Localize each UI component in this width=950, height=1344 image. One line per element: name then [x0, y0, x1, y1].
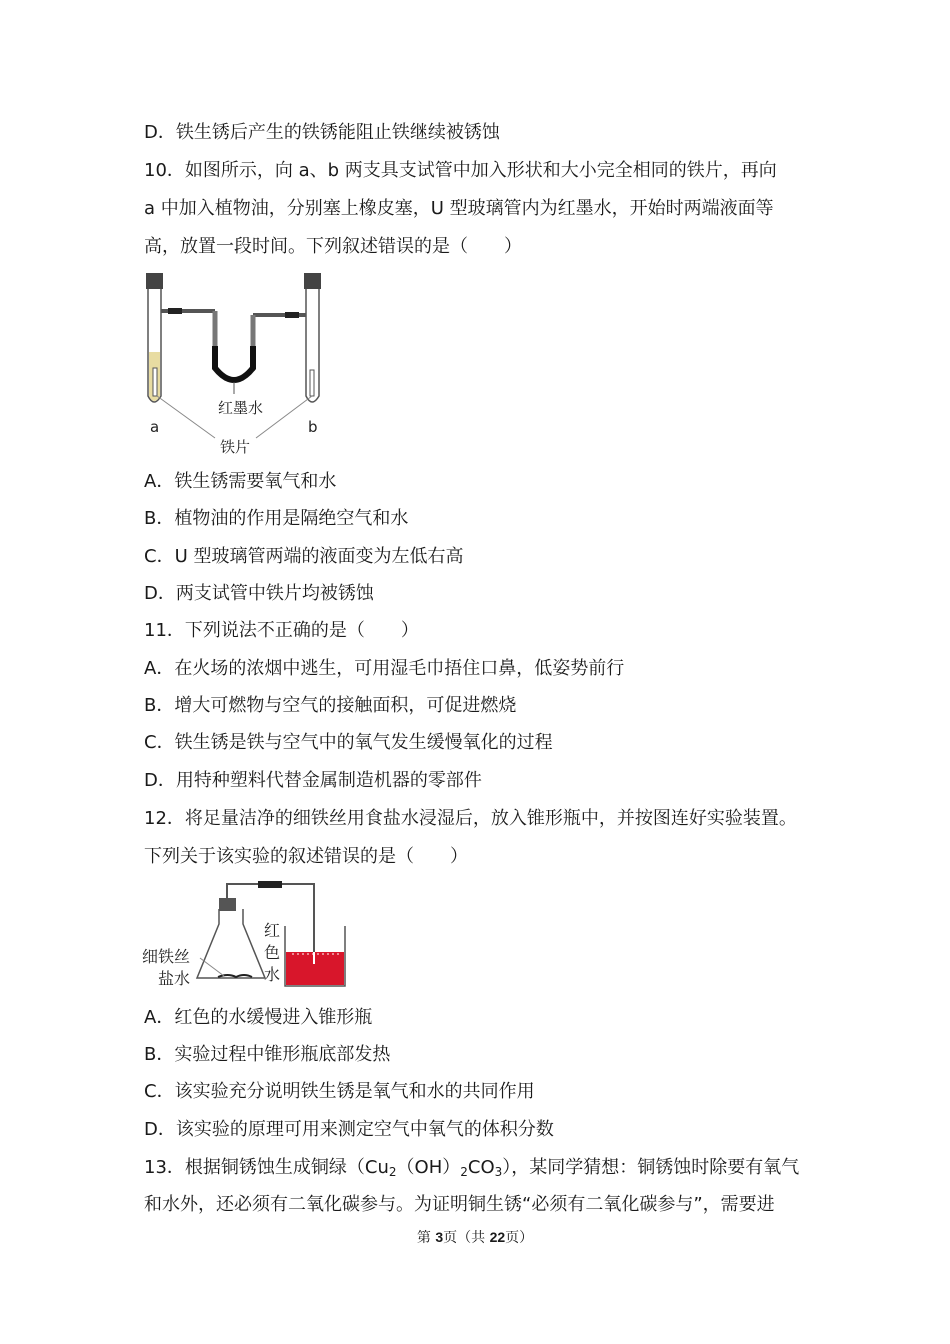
label-salt-water: 盐水 — [158, 969, 191, 988]
flask-stopper — [219, 898, 236, 911]
conical-flask — [197, 909, 265, 978]
q10-option-b: B．植物油的作用是隔绝空气和水 — [144, 508, 409, 529]
q10-option-d: D．两支试管中铁片均被锈蚀 — [144, 583, 374, 604]
label-red-3: 水 — [264, 965, 281, 984]
page-footer: 第 3页（共 22页） — [416, 1229, 534, 1246]
q11-option-a: A．在火场的浓烟中逃生，可用湿毛巾捂住口鼻，低姿势前行 — [144, 658, 625, 679]
stopper-b — [304, 273, 321, 289]
q12-stem-line1: 12．将足量洁净的细铁丝用食盐水浸湿后，放入锥形瓶中，并按图连好实验装置。 — [144, 808, 797, 829]
label-red-1: 红 — [264, 921, 281, 940]
q13-stem-line1: 13．根据铜锈蚀生成铜绿$(Cu_2(OH)_2CO_3)$，某同学猜想：铜锈蚀时除要有氧气 — [144, 1157, 800, 1179]
u-tube — [215, 311, 253, 380]
q12-stem-line2: 下列关于该实验的叙述错误的是（ ） — [144, 846, 468, 867]
q12-option-a: A．红色的水缓慢进入锥形瓶 — [144, 1007, 373, 1028]
q9-option-d: D．铁生锈后产生的铁锈能阻止铁继续被锈蚀 — [144, 122, 500, 143]
label-a: a — [150, 418, 160, 436]
page-total: 22 — [489, 1229, 506, 1245]
q10-option-c: C．U 型玻璃管两端的液面变为左低右高 — [144, 546, 464, 567]
q12-option-c: C．该实验充分说明铁生锈是氧气和水的共同作用 — [144, 1081, 535, 1102]
q11-stem: 11．下列说法不正确的是（ ） — [144, 620, 419, 641]
label-red-2: 色 — [264, 943, 281, 962]
label-red-ink: 红墨水 — [218, 399, 264, 417]
q12-option-d: D．该实验的原理可用来测定空气中氧气的体积分数 — [144, 1119, 554, 1140]
label-b: b — [308, 418, 318, 436]
iron-piece-a — [153, 368, 157, 396]
q11-option-d: D．用特种塑料代替金属制造机器的零部件 — [144, 770, 482, 791]
label-iron-wire: 细铁丝 — [142, 947, 191, 966]
q10-figure-u-tube — [140, 268, 340, 463]
q12-option-b: B．实验过程中锥形瓶底部发热 — [144, 1044, 391, 1065]
q11-option-b: B．增大可燃物与空气的接触面积，可促进燃烧 — [144, 695, 517, 716]
rubber-tube — [258, 881, 282, 888]
iron-piece-b — [310, 370, 314, 396]
label-iron-piece: 铁片 — [220, 438, 251, 456]
q10-option-a: A．铁生锈需要氧气和水 — [144, 471, 337, 492]
q10-stem-line1: 10．如图所示，向 a、b 两支具支试管中加入形状和大小完全相同的铁片，再向 — [144, 160, 777, 181]
q13-stem-line2: 和水外，还必须有二氧化碳参与。为证明铜生锈“必须有二氧化碳参与”，需要进 — [144, 1194, 775, 1215]
red-ink — [215, 346, 253, 380]
stopper-a — [146, 273, 163, 289]
q11-option-c: C．铁生锈是铁与空气中的氧气发生缓慢氧化的过程 — [144, 732, 553, 753]
q10-stem-line2: a 中加入植物油，分别塞上橡皮塞，U 型玻璃管内为红墨水，开始时两端液面等 — [144, 198, 774, 219]
q10-stem-line3: 高，放置一段时间。下列叙述错误的是（ ） — [144, 236, 522, 257]
q12-figure-flask — [140, 876, 360, 994]
page-number: 3 — [435, 1229, 444, 1245]
